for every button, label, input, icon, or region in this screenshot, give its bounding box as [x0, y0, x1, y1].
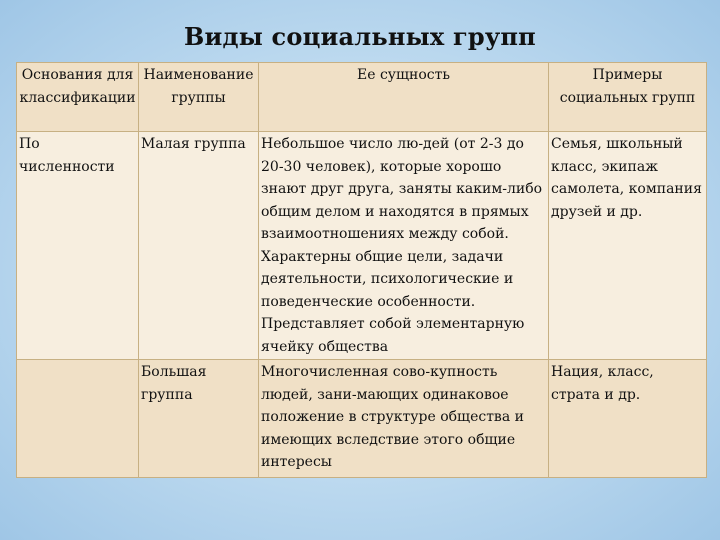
- slide-title: Виды социальных групп: [184, 22, 536, 51]
- cell-basis: [17, 360, 139, 478]
- table-row: [17, 132, 707, 360]
- cell-basis: По численности: [17, 132, 139, 360]
- cell-examples: Нация, класс, страта и др.: [549, 360, 707, 478]
- header-examples: Примеры социальных групп: [549, 63, 707, 132]
- cell-essence: Многочисленная сово-купность людей, зани-мающих одинаковое положение в структуре общества и имеющих вследствие этого общие интересы: [259, 360, 549, 478]
- header-basis: Основания для классификации: [17, 63, 139, 132]
- cell-examples: Семья, школьный класс, экипаж самолета, компания друзей и др.: [549, 132, 707, 360]
- header-name: Наименование группы: [139, 63, 259, 132]
- table-row: [17, 360, 707, 478]
- social-groups-table: [16, 62, 707, 478]
- header-essence: Ее сущность: [259, 63, 549, 132]
- cell-essence: Небольшое число лю-дей (от 2-3 до 20-30 человек), которые хорошо знают друг друга, заняты каким-либо общим делом и находятся в прямых взаимоотношениях между собой. Характерны общие цели, задачи деятельности, психологические и поведенческие особенности. Представляет собой элементарную ячейку общества: [259, 132, 549, 360]
- cell-group-name: Малая группа: [139, 132, 259, 360]
- cell-group-name: Большая группа: [139, 360, 259, 478]
- table-header-row: [17, 63, 707, 132]
